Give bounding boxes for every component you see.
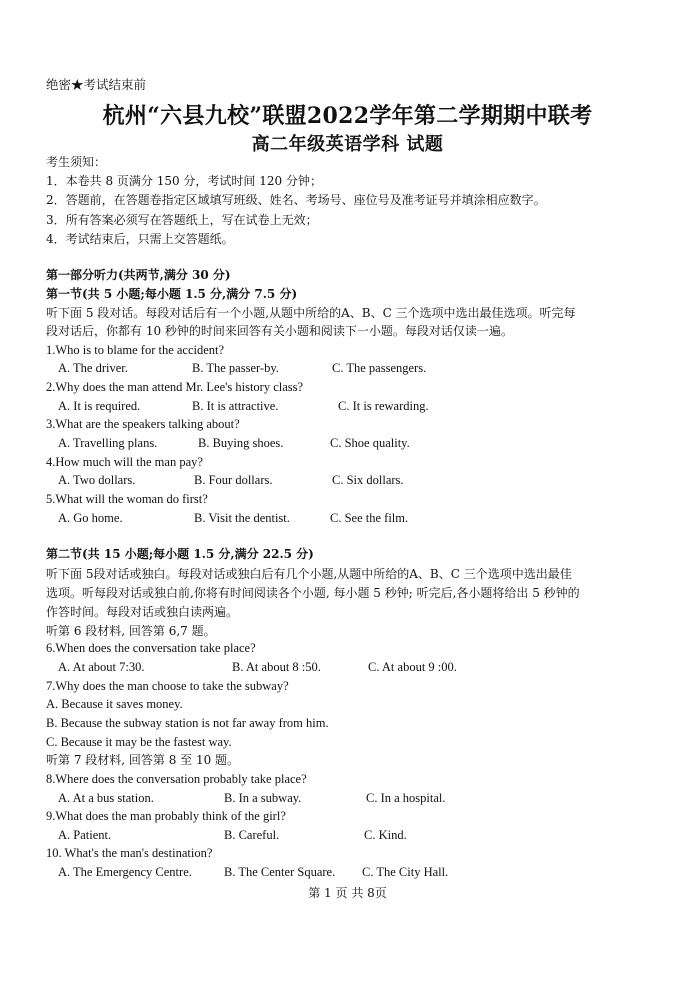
option-a: A. Two dollars. xyxy=(58,473,136,487)
notice-item: 3．所有答案必须写在答题纸上，写在试卷上无效； xyxy=(46,213,318,227)
option-c: C. Six dollars. xyxy=(332,473,404,487)
section2-instruction: 作答时间。每段对话或独白读两遍。 xyxy=(46,605,239,619)
option-c: C. Kind. xyxy=(364,828,407,842)
option-c: C. Because it may be the fastest way. xyxy=(46,735,232,749)
option-c: C. In a hospital. xyxy=(366,791,446,805)
option-a: A. It is required. xyxy=(58,399,141,413)
question-4: 4.How much will the man pay? xyxy=(46,455,203,469)
option-c: C. The passengers. xyxy=(332,361,427,375)
material-7-heading: 听第 7 段材料, 回答第 8 至 10 题。 xyxy=(46,753,240,767)
option-a: A. Because it saves money. xyxy=(46,697,183,711)
question-7: 7.Why does the man choose to take the subway? xyxy=(46,679,289,693)
option-b: B. The Center Square. xyxy=(224,865,336,879)
option-a: A. Go home. xyxy=(58,511,123,525)
section2-heading: 第二节(共 15 小题;每小题 1.5 分,满分 22.5 分) xyxy=(46,547,314,561)
option-c: C. It is rewarding. xyxy=(338,399,429,413)
material-6-heading: 听第 6 段材料, 回答第 6,7 题。 xyxy=(46,624,216,638)
section2-instruction: 选项。听每段对话或独白前,你将有时间阅读各个小题, 每小题 5 秒钟; 听完后,各小题将给出 5 秒钟的 xyxy=(46,586,580,600)
secret-label: 绝密★考试结束前 xyxy=(46,77,147,92)
option-b: B. It is attractive. xyxy=(192,399,279,413)
notice-item: 2．答题前，在答题卷指定区域填写班级、姓名、考场号、座位号及准考证号并填涂相应数字。 xyxy=(46,193,546,207)
question-2: 2.Why does the man attend Mr. Lee's history class? xyxy=(46,380,304,394)
section1-heading: 第一节(共 5 小题;每小题 1.5 分,满分 7.5 分) xyxy=(46,287,298,301)
question-5: 5.What will the woman do first? xyxy=(46,492,208,506)
option-c: C. The City Hall. xyxy=(362,865,449,879)
option-c: C. Shoe quality. xyxy=(330,436,410,450)
option-a: A. At about 7:30. xyxy=(58,660,145,674)
option-b: B. The passer-by. xyxy=(192,361,279,375)
exam-title: 杭州“六县九校”联盟2022学年第二学期期中联考 xyxy=(102,103,593,129)
notice-item: 1．本卷共 8 页满分 150 分，考试时间 120 分钟； xyxy=(46,174,322,188)
option-b: B. Four dollars. xyxy=(194,473,273,487)
question-8: 8.Where does the conversation probably take place? xyxy=(46,772,307,786)
option-b: B. Because the subway station is not far away from him. xyxy=(46,716,329,730)
section1-instruction: 听下面 5 段对话。每段对话后有一个小题,从题中所给的A、B、C 三个选项中选出最佳选项。听完每 xyxy=(46,306,576,320)
option-b: B. At about 8 :50. xyxy=(232,660,321,674)
exam-subtitle: 高二年级英语学科 试题 xyxy=(251,134,444,155)
option-a: A. Travelling plans. xyxy=(58,436,158,450)
option-c: C. See the film. xyxy=(330,511,409,525)
question-3: 3.What are the speakers talking about? xyxy=(46,417,240,431)
section1-instruction: 段对话后，你都有 10 秒钟的时间来回答有关小题和阅读下一小题。每段对话仅读一遍。 xyxy=(46,324,513,338)
option-a: A. At a bus station. xyxy=(58,791,154,805)
question-9: 9.What does the man probably think of the girl? xyxy=(46,809,286,823)
part1-heading: 第一部分听力(共两节,满分 30 分) xyxy=(46,268,231,282)
option-a: A. Patient. xyxy=(58,828,112,842)
option-b: B. Buying shoes. xyxy=(198,436,284,450)
section2-instruction: 听下面 5段对话或独白。每段对话或独白后有几个小题,从题中所给的A、B、C 三个选项中选出最佳 xyxy=(46,567,572,581)
notice-heading: 考生须知： xyxy=(46,155,107,169)
option-a: A. The Emergency Centre. xyxy=(58,865,192,879)
option-b: B. Visit the dentist. xyxy=(194,511,290,525)
question-6: 6.When does the conversation take place? xyxy=(46,641,256,655)
question-1: 1.Who is to blame for the accident? xyxy=(46,343,225,357)
option-b: B. Careful. xyxy=(224,828,280,842)
page-number: 第 1 页 共 8页 xyxy=(308,886,387,900)
question-10: 10. What's the man's destination? xyxy=(46,846,213,860)
notice-item: 4．考试结束后，只需上交答题纸。 xyxy=(46,232,234,246)
option-b: B. In a subway. xyxy=(224,791,302,805)
option-a: A. The driver. xyxy=(58,361,128,375)
option-c: C. At about 9 :00. xyxy=(368,660,457,674)
